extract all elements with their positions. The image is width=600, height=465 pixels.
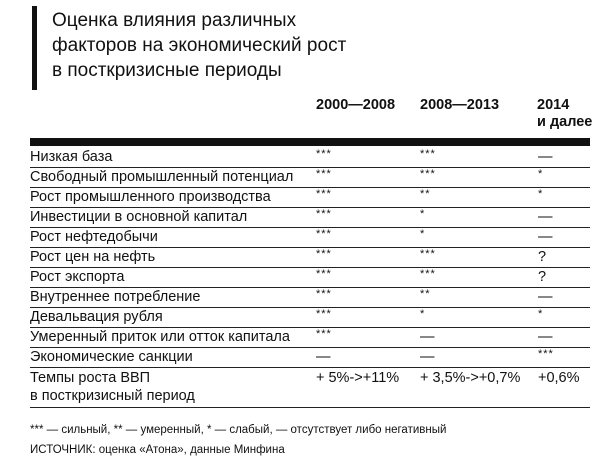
rating-2008-2013: ***	[420, 265, 538, 285]
rating-2000-2008: ***	[316, 305, 420, 325]
rating-2014-onwards: —	[538, 288, 590, 308]
rating-2008-2013: ***	[420, 165, 538, 185]
rating-2000-2008: ***	[316, 145, 420, 165]
header-2014-suffix: и далее	[537, 114, 593, 130]
table-row	[30, 348, 590, 368]
header-2000-2008: 2000—2008	[316, 97, 396, 113]
rating-2008-2013: —	[420, 328, 538, 348]
rating-2008-2013: *	[420, 205, 538, 225]
table-row	[30, 308, 590, 328]
factor-cell: Рост нефтедобычи	[30, 228, 316, 248]
header-2014-year: 2014	[537, 97, 570, 113]
table-row	[30, 328, 590, 348]
header-2008-2013: 2008—2013	[420, 97, 500, 113]
gdp-2008-2013: + 3,5%->+0,7%	[420, 368, 538, 408]
factor-cell: Внутреннее потребление	[30, 288, 316, 308]
gdp-2000-2008: + 5%->+11%	[316, 368, 420, 408]
rating-2000-2008: ***	[316, 325, 420, 345]
title-accent-bar	[32, 6, 37, 90]
gdp-label-line-2: в посткризисный период	[30, 388, 195, 404]
rating-2008-2013: **	[420, 185, 538, 205]
rating-2008-2013: *	[420, 225, 538, 245]
factor-cell: Экономические санкции	[30, 348, 316, 368]
rating-2014-onwards: *	[538, 165, 590, 185]
legend-note: *** — сильный, ** — умеренный, * — слабый, — отсутствует либо негативный	[30, 424, 447, 436]
rating-2000-2008: ***	[316, 225, 420, 245]
rating-2008-2013: ***	[420, 245, 538, 265]
rating-2014-onwards: *	[538, 185, 590, 205]
rating-2000-2008: ***	[316, 205, 420, 225]
rating-2014-onwards: —	[538, 228, 590, 248]
title-line-2: факторов на экономический рост	[52, 35, 347, 56]
factor-cell: Низкая база	[30, 148, 316, 168]
gdp-label-line-1: Темпы роста ВВП	[30, 370, 151, 386]
factor-cell: Рост промышленного производства	[30, 188, 316, 208]
factor-cell: Умеренный приток или отток капитала	[30, 328, 316, 348]
factor-cell: Рост экспорта	[30, 268, 316, 288]
factor-cell: Рост цен на нефть	[30, 248, 316, 268]
rating-2014-onwards: ?	[538, 248, 590, 268]
factors-table	[30, 148, 590, 408]
rating-2014-onwards: —	[538, 148, 590, 168]
rating-2008-2013: **	[420, 285, 538, 305]
gdp-2014-onwards: +0,6%	[538, 368, 590, 408]
title-line-3: в посткризисные периоды	[52, 60, 282, 81]
table-title	[52, 8, 452, 83]
rating-2008-2013: —	[420, 348, 538, 368]
gdp-growth-label	[30, 368, 316, 408]
rating-2000-2008: ***	[316, 245, 420, 265]
title-line-1: Оценка влияния различных	[52, 10, 297, 31]
rating-2000-2008: ***	[316, 265, 420, 285]
rating-2008-2013: ***	[420, 145, 538, 165]
rating-2008-2013: *	[420, 305, 538, 325]
rating-2014-onwards: *	[538, 305, 590, 325]
rating-2000-2008: —	[316, 348, 420, 368]
rating-2014-onwards: ***	[538, 345, 590, 365]
rating-2000-2008: ***	[316, 285, 420, 305]
factor-cell: Девальвация рубля	[30, 308, 316, 328]
rating-2014-onwards: —	[538, 208, 590, 228]
rating-2000-2008: ***	[316, 165, 420, 185]
rating-2014-onwards: —	[538, 328, 590, 348]
factor-cell: Инвестиции в основной капитал	[30, 208, 316, 228]
factor-cell: Свободный промышленный потенциал	[30, 168, 316, 188]
rating-2014-onwards: ?	[538, 268, 590, 288]
source-note: ИСТОЧНИК: оценка «Атона», данные Минфина	[30, 444, 285, 456]
rating-2000-2008: ***	[316, 185, 420, 205]
factors-table-body	[30, 148, 590, 368]
gdp-growth-row	[30, 368, 590, 408]
header-2014-onwards	[537, 97, 592, 131]
